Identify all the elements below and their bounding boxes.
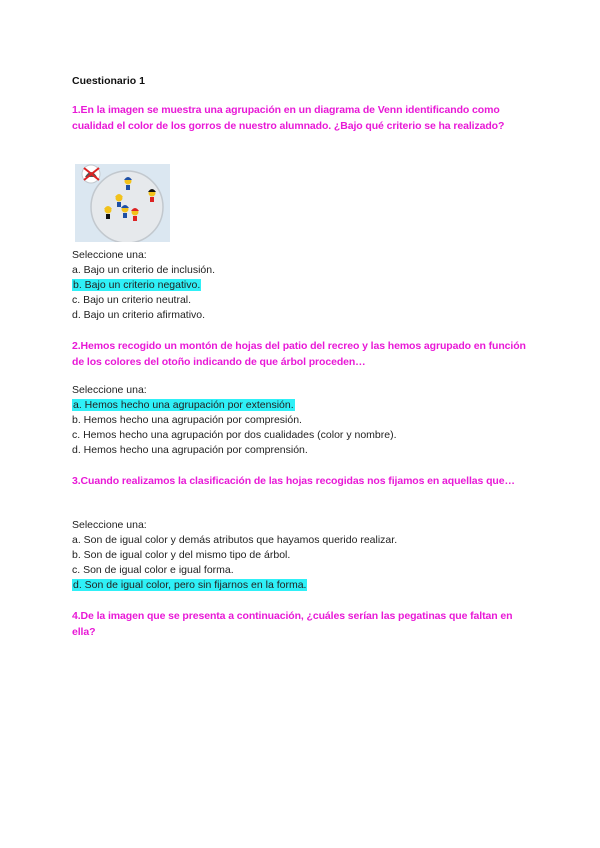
q2-option-c[interactable]: c. Hemos hecho una agrupación por dos cualidades (color y nombre). — [72, 429, 397, 441]
q3-option-c[interactable]: c. Son de igual color e igual forma. — [72, 564, 234, 576]
q1-option-b[interactable]: b. Bajo un criterio negativo. — [73, 279, 201, 291]
q1-option-d[interactable]: d. Bajo un criterio afirmativo. — [72, 309, 206, 321]
q3-option-a[interactable]: a. Son de igual color y demás atributos que hayamos querido realizar. — [72, 534, 398, 546]
q3-option-b[interactable]: b. Son de igual color y del mismo tipo de árbol. — [72, 549, 291, 561]
select-label-3: Seleccione una: — [72, 519, 147, 531]
venn-diagram-image — [75, 164, 170, 242]
question-3: 3.Cuando realizamos la clasificación de las hojas recogidas nos fijamos en aquellas que… — [72, 475, 515, 487]
question-4: 4.De la imagen que se presenta a continuación, ¿cuáles serían las pegatinas que faltan en ella? — [72, 610, 513, 638]
q2-option-b[interactable]: b. Hemos hecho una agrupación por compresión. — [72, 414, 302, 426]
document-title: Cuestionario 1 — [72, 75, 145, 87]
q2-option-a[interactable]: a. Hemos hecho una agrupación por extensión. — [73, 399, 294, 411]
q2-option-d[interactable]: d. Hemos hecho una agrupación por comprensión. — [72, 444, 308, 456]
select-label-1: Seleccione una: — [72, 249, 147, 261]
select-label-2: Seleccione una: — [72, 384, 147, 396]
question-2: 2.Hemos recogido un montón de hojas del patio del recreo y las hemos agrupado en función de los colores del otoño indicando de que árbol proceden… — [72, 340, 526, 368]
q3-option-d[interactable]: d. Son de igual color, pero sin fijarnos en la forma. — [73, 579, 307, 591]
q1-option-c[interactable]: c. Bajo un criterio neutral. — [72, 294, 192, 306]
q1-option-a[interactable]: a. Bajo un criterio de inclusión. — [72, 264, 215, 276]
question-1: 1.En la imagen se muestra una agrupación en un diagrama de Venn identificando como cualidad el color de los gorros de nuestro alumnado. ¿Bajo qué criterio se ha realizado? — [72, 104, 505, 132]
